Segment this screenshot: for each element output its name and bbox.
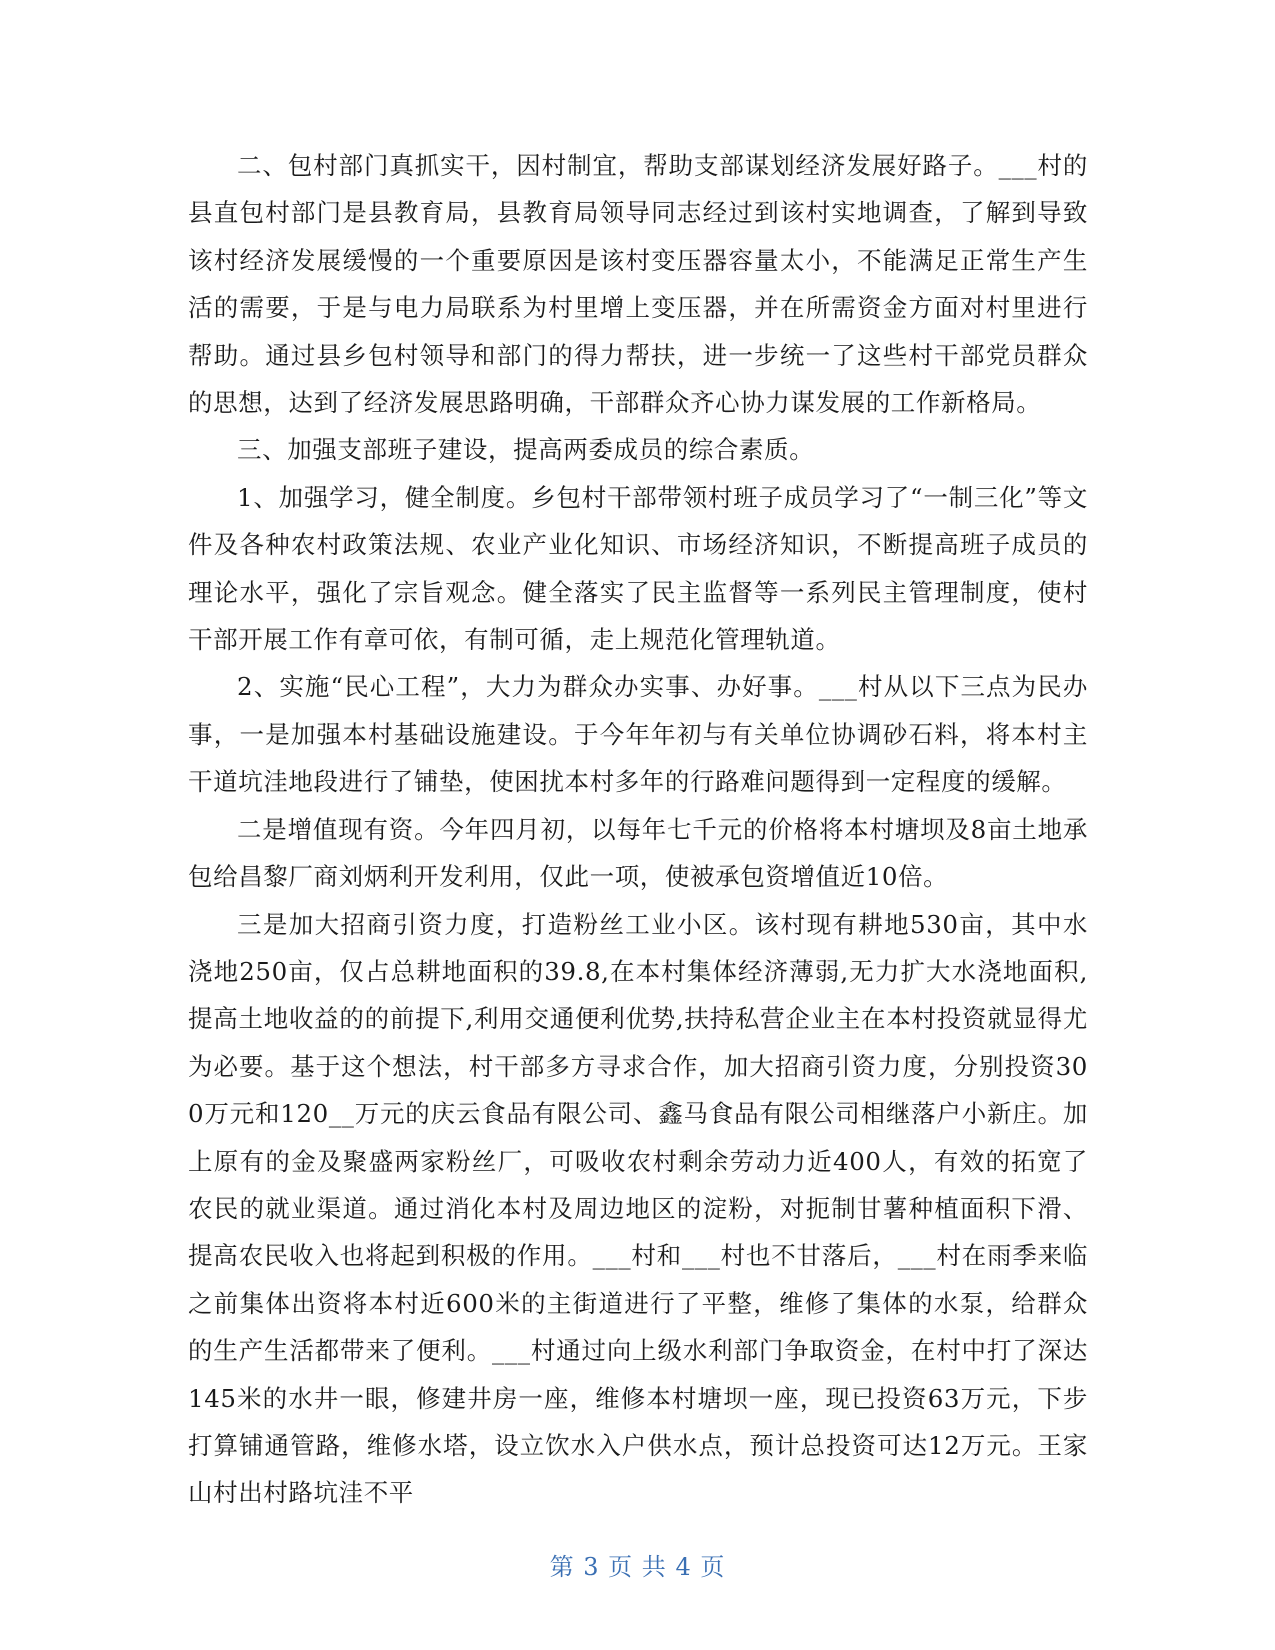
paragraph-section-three-heading: 三、加强支部班子建设，提高两委成员的综合素质。 [237,435,815,465]
page-number-footer: 第 3 页 共 4 页 [549,1553,726,1581]
paragraph-item-two: 2、实施“民心工程”，大力为群众办实事、办好事。___村从以下三点为民办事，一是加强本村基础设施建设。于今年年初与有关单位协调砂石料，将本村主干道坑洼地段进行了铺垫，使困扰本村多年的行路难问题得到一定程度的缓解。 [188,672,1088,797]
paragraph-item-one: 1、加强学习，健全制度。乡包村干部带领村班子成员学习了“一制三化”等文件及各种农村政策法规、农业产业化知识、市场经济知识，不断提高班子成员的理论水平，强化了宗旨观念。健全落实了民主监督等一系列民主管理制度，使村干部开展工作有章可依，有制可循，走上规范化管理轨道。 [188,482,1088,655]
paragraph-investment: 三是加大招商引资力度，打造粉丝工业小区。该村现有耕地530亩，其中水浇地250亩，仅占总耕地面积的39.8,在本村集体经济薄弱,无力扩大水浇地面积,提高土地收益的的前提下,利用交通便利优势,扶持私营企业主在本村投资就显得尤为必要。基于这个想法，村干部多方寻求合作，加大招商引资力度，分别投资300万元和120__万元的庆云食品有限公司、鑫马食品有限公司相继落户小新庄。加上原有的金及聚盛两家粉丝厂，可吸收农村剩余劳动力近400人，有效的拓宽了农民的就业渠道。通过消化本村及周边地区的淀粉，对扼制甘薯种植面积下滑、提高农民收入也将起到积极的作用。___村和___村也不甘落后，___村在雨季来临之前集体出资将本村近600米的主街道进行了平整，维修了集体的水泵，给群众的生产生活都带来了便利。___村通过向上级水利部门争取资金，在村中打了深达145米的水井一眼，修建井房一座，维修本村塘坝一座，现已投资63万元，下步打算铺通管路，维修水塔，设立饮水入户供水点，预计总投资可达12万元。王家山村出村路坑洼不平 [188,909,1088,1508]
paragraph-section-two: 二、包村部门真抓实干，因村制宜，帮助支部谋划经济发展好路子。___村的县直包村部门是县教育局，县教育局领导同志经过到该村实地调查，了解到导致该村经济发展缓慢的一个重要原因是该村变压器容量太小，不能满足正常生产生活的需要，于是与电力局联系为村里增上变压器，并在所需资金方面对村里进行帮助。通过县乡包村领导和部门的得力帮扶，进一步统一了这些村干部党员群众的思想，达到了经济发展思路明确，干部群众齐心协力谋发展的工作新格局。 [188,151,1088,418]
paragraph-value-increase: 二是增值现有资。今年四月初，以每年七千元的价格将本村塘坝及8亩土地承包给昌黎厂商刘炳利开发利用，仅此一项，使被承包资增值近10倍。 [188,814,1088,892]
document-body [188,142,1088,1517]
